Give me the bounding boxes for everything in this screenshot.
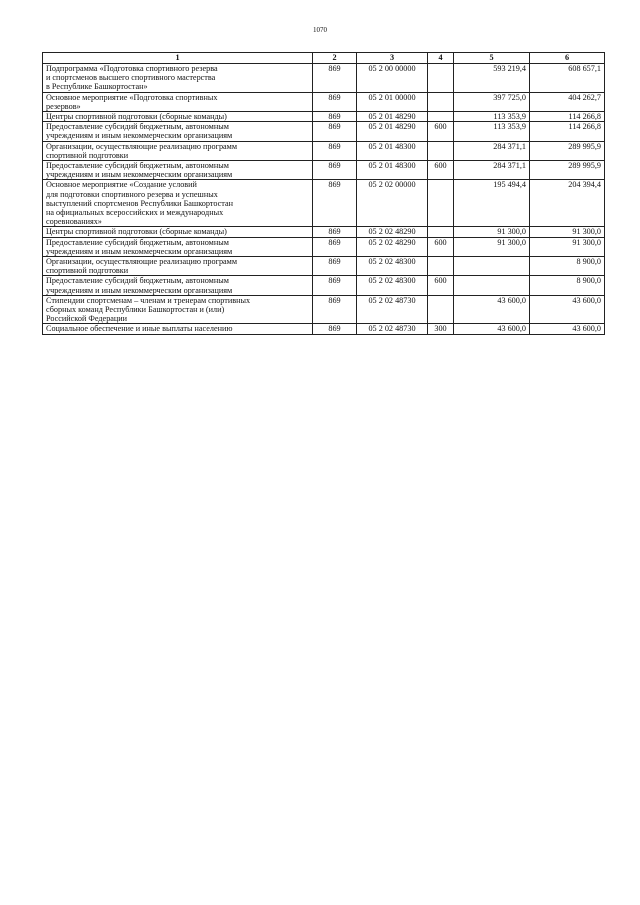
row-sum2-cell: 289 995,9 bbox=[530, 141, 605, 160]
row-code-cell: 05 2 01 48290 bbox=[357, 112, 428, 122]
table-row bbox=[43, 257, 605, 276]
table-row bbox=[43, 92, 605, 111]
row-sum2-cell: 289 995,9 bbox=[530, 161, 605, 180]
row-code-cell: 05 2 02 48290 bbox=[357, 237, 428, 256]
row-name-cell: Стипендии спортсменам – членам и тренерам спортивных сборных команд Республики Башкортостан и (или) Российской Федерации bbox=[43, 295, 313, 324]
row-chapter-cell: 869 bbox=[313, 180, 357, 227]
row-code-cell: 05 2 02 48730 bbox=[357, 324, 428, 334]
row-chapter-cell: 869 bbox=[313, 92, 357, 111]
row-name-cell: Организации, осуществляющие реализацию программ спортивной подготовки bbox=[43, 141, 313, 160]
row-chapter-cell: 869 bbox=[313, 227, 357, 237]
row-type-cell bbox=[428, 180, 454, 227]
row-chapter-cell: 869 bbox=[313, 161, 357, 180]
row-chapter-cell: 869 bbox=[313, 141, 357, 160]
row-sum2-cell: 8 900,0 bbox=[530, 276, 605, 295]
row-code-cell: 05 2 02 00000 bbox=[357, 180, 428, 227]
row-code-cell: 05 2 02 48300 bbox=[357, 276, 428, 295]
row-sum1-cell: 593 219,4 bbox=[454, 64, 530, 93]
row-name-cell: Социальное обеспечение и иные выплаты населению bbox=[43, 324, 313, 334]
table-row bbox=[43, 237, 605, 256]
column-header-sum1: 5 bbox=[454, 53, 530, 64]
row-type-cell bbox=[428, 227, 454, 237]
row-name-cell: Предоставление субсидий бюджетным, автономным учреждениям и иным некоммерческим организациям bbox=[43, 161, 313, 180]
row-sum1-cell bbox=[454, 257, 530, 276]
table-row bbox=[43, 112, 605, 122]
row-name-cell: Центры спортивной подготовки (сборные команды) bbox=[43, 112, 313, 122]
row-sum1-cell: 284 371,1 bbox=[454, 161, 530, 180]
row-code-cell: 05 2 02 48730 bbox=[357, 295, 428, 324]
row-code-cell: 05 2 02 48290 bbox=[357, 227, 428, 237]
row-type-cell: 600 bbox=[428, 237, 454, 256]
row-type-cell: 600 bbox=[428, 161, 454, 180]
table-row bbox=[43, 180, 605, 227]
row-code-cell: 05 2 02 48300 bbox=[357, 257, 428, 276]
budget-table bbox=[42, 52, 605, 335]
row-type-cell bbox=[428, 92, 454, 111]
table-row bbox=[43, 227, 605, 237]
row-type-cell bbox=[428, 112, 454, 122]
row-chapter-cell: 869 bbox=[313, 276, 357, 295]
row-sum2-cell: 114 266,8 bbox=[530, 112, 605, 122]
row-type-cell: 300 bbox=[428, 324, 454, 334]
row-sum1-cell: 43 600,0 bbox=[454, 295, 530, 324]
row-code-cell: 05 2 01 48300 bbox=[357, 161, 428, 180]
row-sum2-cell: 204 394,4 bbox=[530, 180, 605, 227]
table-row bbox=[43, 141, 605, 160]
column-header-chapter: 2 bbox=[313, 53, 357, 64]
row-chapter-cell: 869 bbox=[313, 324, 357, 334]
row-name-cell: Основное мероприятие «Создание условий для подготовки спортивного резерва и успешных выступлений спортсменов Республики Башкортостан на официальных всероссийских и международных соревнованиях» bbox=[43, 180, 313, 227]
table-row bbox=[43, 122, 605, 141]
row-type-cell bbox=[428, 141, 454, 160]
table-row bbox=[43, 295, 605, 324]
table-row bbox=[43, 161, 605, 180]
row-sum1-cell: 91 300,0 bbox=[454, 227, 530, 237]
row-sum2-cell: 43 600,0 bbox=[530, 295, 605, 324]
row-type-cell: 600 bbox=[428, 276, 454, 295]
row-type-cell bbox=[428, 257, 454, 276]
row-sum2-cell: 91 300,0 bbox=[530, 237, 605, 256]
row-name-cell: Подпрограмма «Подготовка спортивного резерва и спортсменов высшего спортивного мастерства в Республике Башкортостан» bbox=[43, 64, 313, 93]
row-name-cell: Центры спортивной подготовки (сборные команды) bbox=[43, 227, 313, 237]
row-sum1-cell: 91 300,0 bbox=[454, 237, 530, 256]
row-type-cell: 600 bbox=[428, 122, 454, 141]
row-sum1-cell: 113 353,9 bbox=[454, 122, 530, 141]
table-row bbox=[43, 64, 605, 93]
row-sum1-cell: 113 353,9 bbox=[454, 112, 530, 122]
row-sum1-cell: 284 371,1 bbox=[454, 141, 530, 160]
row-chapter-cell: 869 bbox=[313, 64, 357, 93]
table-header-row bbox=[43, 53, 605, 64]
row-sum2-cell: 114 266,8 bbox=[530, 122, 605, 141]
row-code-cell: 05 2 01 00000 bbox=[357, 92, 428, 111]
row-name-cell: Предоставление субсидий бюджетным, автономным учреждениям и иным некоммерческим организациям bbox=[43, 122, 313, 141]
column-header-name: 1 bbox=[43, 53, 313, 64]
row-chapter-cell: 869 bbox=[313, 112, 357, 122]
row-name-cell: Организации, осуществляющие реализацию программ спортивной подготовки bbox=[43, 257, 313, 276]
table-row bbox=[43, 324, 605, 334]
row-sum1-cell: 43 600,0 bbox=[454, 324, 530, 334]
column-header-type: 4 bbox=[428, 53, 454, 64]
row-chapter-cell: 869 bbox=[313, 257, 357, 276]
row-type-cell bbox=[428, 295, 454, 324]
row-name-cell: Предоставление субсидий бюджетным, автономным учреждениям и иным некоммерческим организациям bbox=[43, 237, 313, 256]
row-chapter-cell: 869 bbox=[313, 122, 357, 141]
row-name-cell: Основное мероприятие «Подготовка спортивных резервов» bbox=[43, 92, 313, 111]
row-sum2-cell: 608 657,1 bbox=[530, 64, 605, 93]
row-type-cell bbox=[428, 64, 454, 93]
row-sum1-cell bbox=[454, 276, 530, 295]
row-sum1-cell: 397 725,0 bbox=[454, 92, 530, 111]
row-sum2-cell: 8 900,0 bbox=[530, 257, 605, 276]
row-sum2-cell: 91 300,0 bbox=[530, 227, 605, 237]
column-header-sum2: 6 bbox=[530, 53, 605, 64]
row-sum1-cell: 195 494,4 bbox=[454, 180, 530, 227]
row-chapter-cell: 869 bbox=[313, 295, 357, 324]
row-chapter-cell: 869 bbox=[313, 237, 357, 256]
column-header-code: 3 bbox=[357, 53, 428, 64]
row-name-cell: Предоставление субсидий бюджетным, автономным учреждениям и иным некоммерческим организациям bbox=[43, 276, 313, 295]
table-row bbox=[43, 276, 605, 295]
row-code-cell: 05 2 01 48290 bbox=[357, 122, 428, 141]
row-sum2-cell: 404 262,7 bbox=[530, 92, 605, 111]
row-code-cell: 05 2 00 00000 bbox=[357, 64, 428, 93]
page-number: 1070 bbox=[313, 26, 327, 34]
row-code-cell: 05 2 01 48300 bbox=[357, 141, 428, 160]
row-sum2-cell: 43 600,0 bbox=[530, 324, 605, 334]
